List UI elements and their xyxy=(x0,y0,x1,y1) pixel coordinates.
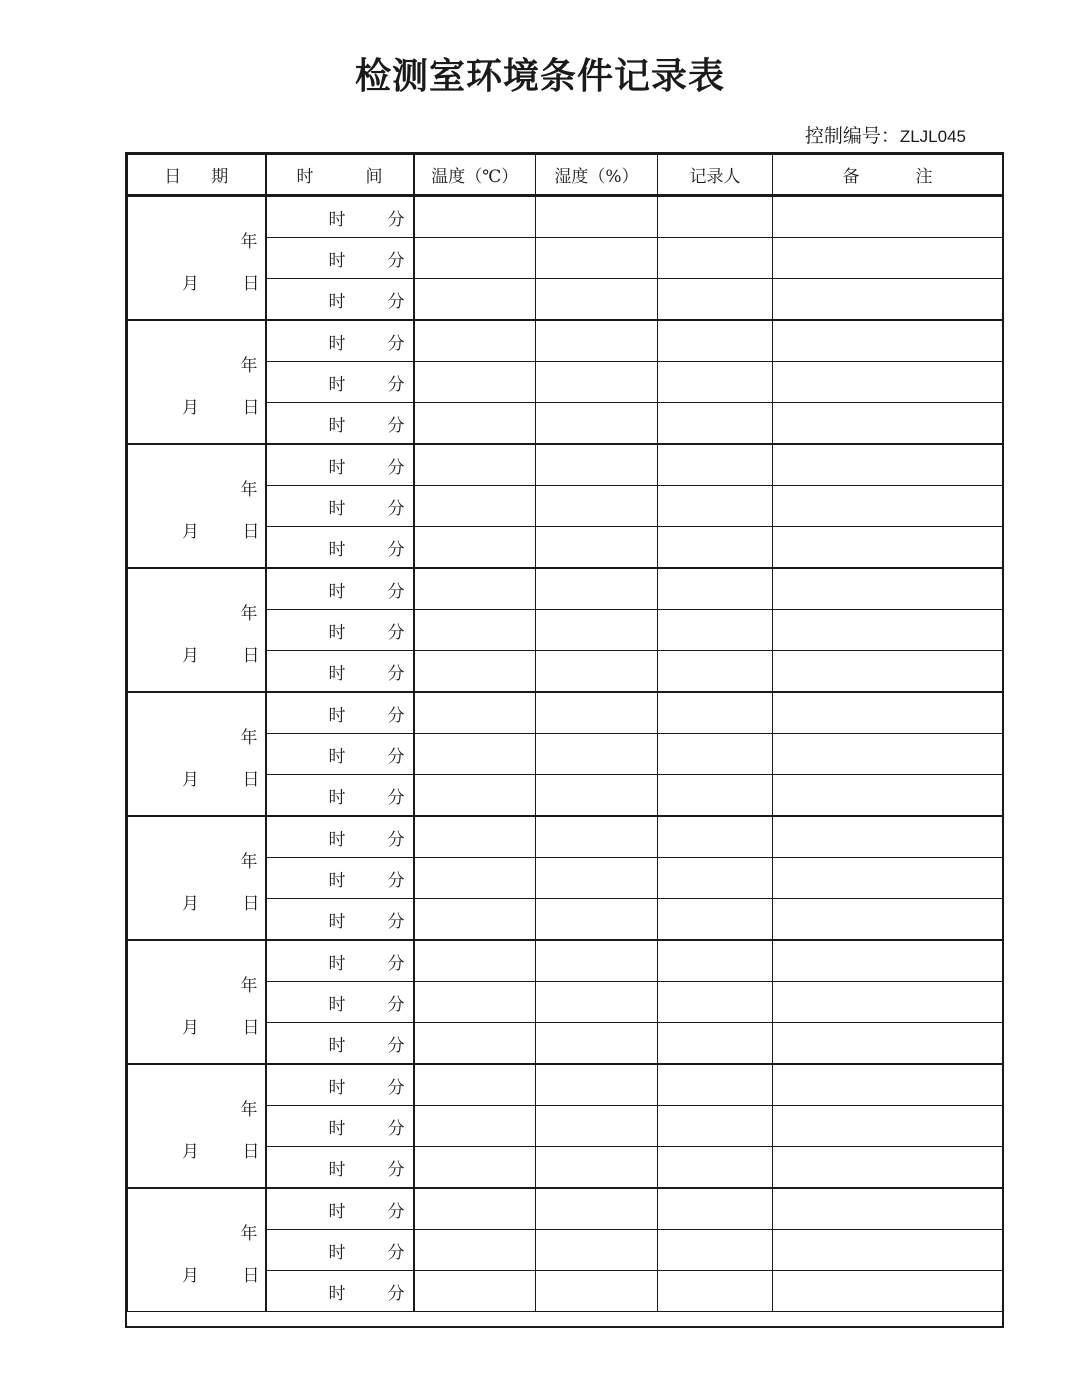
temperature-cell[interactable] xyxy=(414,486,536,527)
time-cell[interactable] xyxy=(266,734,414,775)
temperature-cell[interactable] xyxy=(414,1064,536,1106)
recorder-cell[interactable] xyxy=(658,527,773,569)
record-sheet xyxy=(125,152,1004,1328)
minute-unit: 分 xyxy=(387,1242,405,1263)
hour-unit: 时 xyxy=(328,415,346,436)
recorder-cell[interactable] xyxy=(658,362,773,403)
time-cell[interactable] xyxy=(266,1230,414,1271)
humidity-cell[interactable] xyxy=(536,775,658,817)
recorder-cell[interactable] xyxy=(658,196,773,238)
humidity-cell[interactable] xyxy=(536,982,658,1023)
date-cell[interactable] xyxy=(128,940,266,1064)
humidity-cell[interactable] xyxy=(536,196,658,238)
minute-unit: 分 xyxy=(387,705,405,726)
minute-unit: 分 xyxy=(387,374,405,395)
humidity-cell[interactable] xyxy=(536,1188,658,1230)
recorder-cell[interactable] xyxy=(658,1230,773,1271)
record-table xyxy=(127,154,1003,1312)
temperature-cell[interactable] xyxy=(414,1230,536,1271)
hour-unit: 时 xyxy=(328,374,346,395)
day-unit: 日 xyxy=(242,1018,260,1038)
remarks-cell[interactable] xyxy=(773,775,1003,817)
temperature-cell[interactable] xyxy=(414,196,536,238)
control-number xyxy=(805,121,966,148)
remarks-cell[interactable] xyxy=(773,527,1003,569)
temperature-cell[interactable] xyxy=(414,692,536,734)
humidity-cell[interactable] xyxy=(536,1147,658,1189)
hour-unit: 时 xyxy=(328,1242,346,1263)
remarks-cell[interactable] xyxy=(773,816,1003,858)
humidity-cell[interactable] xyxy=(536,1106,658,1147)
recorder-cell[interactable] xyxy=(658,982,773,1023)
remarks-cell[interactable] xyxy=(773,320,1003,362)
humidity-cell[interactable] xyxy=(536,527,658,569)
time-cell[interactable] xyxy=(266,196,414,238)
year-unit: 年 xyxy=(240,1224,258,1244)
temperature-cell[interactable] xyxy=(414,899,536,941)
time-cell[interactable] xyxy=(266,403,414,445)
date-cell[interactable] xyxy=(128,816,266,940)
time-cell[interactable] xyxy=(266,651,414,693)
minute-unit: 分 xyxy=(387,663,405,684)
minute-unit: 分 xyxy=(387,870,405,891)
minute-unit: 分 xyxy=(387,291,405,312)
hour-unit: 时 xyxy=(328,705,346,726)
hour-unit: 时 xyxy=(328,622,346,643)
recorder-cell[interactable] xyxy=(658,1271,773,1312)
record-table-body xyxy=(128,196,1003,1312)
remarks-cell[interactable] xyxy=(773,899,1003,941)
year-unit: 年 xyxy=(240,356,258,376)
hour-unit: 时 xyxy=(328,1283,346,1304)
recorder-cell[interactable] xyxy=(658,403,773,445)
humidity-cell[interactable] xyxy=(536,1271,658,1312)
hour-unit: 时 xyxy=(328,250,346,271)
date-cell[interactable] xyxy=(128,196,266,321)
humidity-cell[interactable] xyxy=(536,486,658,527)
table-row xyxy=(128,568,1003,610)
hour-unit: 时 xyxy=(328,333,346,354)
humidity-cell[interactable] xyxy=(536,1230,658,1271)
temperature-cell[interactable] xyxy=(414,1188,536,1230)
recorder-cell[interactable] xyxy=(658,1023,773,1065)
recorder-cell[interactable] xyxy=(658,568,773,610)
humidity-cell[interactable] xyxy=(536,692,658,734)
recorder-cell[interactable] xyxy=(658,320,773,362)
remarks-cell[interactable] xyxy=(773,1147,1003,1189)
minute-unit: 分 xyxy=(387,746,405,767)
recorder-cell[interactable] xyxy=(658,1188,773,1230)
recorder-cell[interactable] xyxy=(658,899,773,941)
time-cell[interactable] xyxy=(266,527,414,569)
time-cell[interactable] xyxy=(266,1106,414,1147)
recorder-cell[interactable] xyxy=(658,279,773,321)
recorder-cell[interactable] xyxy=(658,444,773,486)
month-unit: 月 xyxy=(182,646,199,666)
minute-unit: 分 xyxy=(387,1283,405,1304)
humidity-cell[interactable] xyxy=(536,1023,658,1065)
table-row xyxy=(128,816,1003,858)
remarks-cell[interactable] xyxy=(773,1106,1003,1147)
remarks-cell[interactable] xyxy=(773,692,1003,734)
time-cell[interactable] xyxy=(266,775,414,817)
hour-unit: 时 xyxy=(328,1035,346,1056)
month-unit: 月 xyxy=(182,398,199,418)
day-unit: 日 xyxy=(242,1142,260,1162)
header-date: 日 期 xyxy=(128,155,266,196)
recorder-cell[interactable] xyxy=(658,1064,773,1106)
month-unit: 月 xyxy=(182,1266,199,1286)
year-unit: 年 xyxy=(240,480,258,500)
time-cell[interactable] xyxy=(266,320,414,362)
temperature-cell[interactable] xyxy=(414,1271,536,1312)
time-cell[interactable] xyxy=(266,444,414,486)
time-cell[interactable] xyxy=(266,858,414,899)
header-humidity: 湿度（%） xyxy=(536,155,658,196)
recorder-cell[interactable] xyxy=(658,1106,773,1147)
recorder-cell[interactable] xyxy=(658,610,773,651)
temperature-cell[interactable] xyxy=(414,1023,536,1065)
month-unit: 月 xyxy=(182,1018,199,1038)
humidity-cell[interactable] xyxy=(536,362,658,403)
recorder-cell[interactable] xyxy=(658,734,773,775)
day-unit: 日 xyxy=(242,770,260,790)
date-cell[interactable] xyxy=(128,568,266,692)
humidity-cell[interactable] xyxy=(536,444,658,486)
time-cell[interactable] xyxy=(266,1147,414,1189)
table-row xyxy=(128,1188,1003,1230)
minute-unit: 分 xyxy=(387,581,405,602)
minute-unit: 分 xyxy=(387,250,405,271)
time-cell[interactable] xyxy=(266,982,414,1023)
remarks-cell[interactable] xyxy=(773,858,1003,899)
header-temperature: 温度（℃） xyxy=(414,155,536,196)
temperature-cell[interactable] xyxy=(414,1106,536,1147)
recorder-cell[interactable] xyxy=(658,486,773,527)
day-unit: 日 xyxy=(242,894,260,914)
humidity-cell[interactable] xyxy=(536,610,658,651)
time-cell[interactable] xyxy=(266,568,414,610)
hour-unit: 时 xyxy=(328,581,346,602)
year-unit: 年 xyxy=(240,1100,258,1120)
control-number-label: 控制编号： xyxy=(804,125,900,147)
minute-unit: 分 xyxy=(387,1035,405,1056)
day-unit: 日 xyxy=(242,398,260,418)
remarks-cell[interactable] xyxy=(773,940,1003,982)
minute-unit: 分 xyxy=(387,994,405,1015)
date-cell[interactable] xyxy=(128,320,266,444)
hour-unit: 时 xyxy=(328,953,346,974)
table-row xyxy=(128,940,1003,982)
remarks-cell[interactable] xyxy=(773,1188,1003,1230)
minute-unit: 分 xyxy=(387,622,405,643)
humidity-cell[interactable] xyxy=(536,816,658,858)
minute-unit: 分 xyxy=(387,829,405,850)
humidity-cell[interactable] xyxy=(536,279,658,321)
hour-unit: 时 xyxy=(328,746,346,767)
humidity-cell[interactable] xyxy=(536,238,658,279)
year-unit: 年 xyxy=(240,604,258,624)
time-cell[interactable] xyxy=(266,362,414,403)
temperature-cell[interactable] xyxy=(414,940,536,982)
humidity-cell[interactable] xyxy=(536,403,658,445)
humidity-cell[interactable] xyxy=(536,858,658,899)
temperature-cell[interactable] xyxy=(414,816,536,858)
minute-unit: 分 xyxy=(387,953,405,974)
minute-unit: 分 xyxy=(387,333,405,354)
date-cell[interactable] xyxy=(128,444,266,568)
recorder-cell[interactable] xyxy=(658,940,773,982)
hour-unit: 时 xyxy=(328,209,346,230)
day-unit: 日 xyxy=(242,1266,260,1286)
temperature-cell[interactable] xyxy=(414,279,536,321)
table-row xyxy=(128,196,1003,238)
hour-unit: 时 xyxy=(328,787,346,808)
humidity-cell[interactable] xyxy=(536,651,658,693)
temperature-cell[interactable] xyxy=(414,1147,536,1189)
minute-unit: 分 xyxy=(387,1201,405,1222)
page-title: 检测室环境条件记录表 xyxy=(354,56,725,97)
temperature-cell[interactable] xyxy=(414,982,536,1023)
date-cell[interactable] xyxy=(128,692,266,816)
remarks-cell[interactable] xyxy=(773,486,1003,527)
remarks-cell[interactable] xyxy=(773,568,1003,610)
year-unit: 年 xyxy=(240,728,258,748)
header-time: 时 间 xyxy=(266,155,414,196)
year-unit: 年 xyxy=(240,232,258,252)
remarks-cell[interactable] xyxy=(773,982,1003,1023)
temperature-cell[interactable] xyxy=(414,444,536,486)
remarks-cell[interactable] xyxy=(773,1064,1003,1106)
time-cell[interactable] xyxy=(266,899,414,941)
humidity-cell[interactable] xyxy=(536,734,658,775)
remarks-cell[interactable] xyxy=(773,196,1003,238)
humidity-cell[interactable] xyxy=(536,568,658,610)
hour-unit: 时 xyxy=(328,498,346,519)
table-row xyxy=(128,444,1003,486)
header-remarks: 备 注 xyxy=(773,155,1003,196)
time-cell[interactable] xyxy=(266,279,414,321)
time-cell[interactable] xyxy=(266,1064,414,1106)
minute-unit: 分 xyxy=(387,1118,405,1139)
temperature-cell[interactable] xyxy=(414,568,536,610)
header-row xyxy=(128,155,1003,196)
minute-unit: 分 xyxy=(387,415,405,436)
recorder-cell[interactable] xyxy=(658,692,773,734)
minute-unit: 分 xyxy=(387,1159,405,1180)
table-row xyxy=(128,320,1003,362)
temperature-cell[interactable] xyxy=(414,320,536,362)
minute-unit: 分 xyxy=(387,539,405,560)
date-cell[interactable] xyxy=(128,1188,266,1312)
time-cell[interactable] xyxy=(266,692,414,734)
hour-unit: 时 xyxy=(328,911,346,932)
hour-unit: 时 xyxy=(328,539,346,560)
minute-unit: 分 xyxy=(387,498,405,519)
temperature-cell[interactable] xyxy=(414,734,536,775)
remarks-cell[interactable] xyxy=(773,610,1003,651)
header-recorder: 记录人 xyxy=(658,155,773,196)
time-cell[interactable] xyxy=(266,940,414,982)
time-cell[interactable] xyxy=(266,486,414,527)
month-unit: 月 xyxy=(182,522,199,542)
remarks-cell[interactable] xyxy=(773,444,1003,486)
recorder-cell[interactable] xyxy=(658,238,773,279)
temperature-cell[interactable] xyxy=(414,238,536,279)
remarks-cell[interactable] xyxy=(773,403,1003,445)
temperature-cell[interactable] xyxy=(414,362,536,403)
minute-unit: 分 xyxy=(387,1077,405,1098)
hour-unit: 时 xyxy=(328,1077,346,1098)
day-unit: 日 xyxy=(242,646,260,666)
minute-unit: 分 xyxy=(387,787,405,808)
remarks-cell[interactable] xyxy=(773,734,1003,775)
time-cell[interactable] xyxy=(266,1023,414,1065)
date-cell[interactable] xyxy=(128,1064,266,1188)
humidity-cell[interactable] xyxy=(536,899,658,941)
month-unit: 月 xyxy=(182,894,199,914)
remarks-cell[interactable] xyxy=(773,651,1003,693)
recorder-cell[interactable] xyxy=(658,775,773,817)
temperature-cell[interactable] xyxy=(414,403,536,445)
recorder-cell[interactable] xyxy=(658,651,773,693)
temperature-cell[interactable] xyxy=(414,610,536,651)
temperature-cell[interactable] xyxy=(414,651,536,693)
humidity-cell[interactable] xyxy=(536,1064,658,1106)
year-unit: 年 xyxy=(240,976,258,996)
control-number-code: ZLJL045 xyxy=(899,127,966,146)
hour-unit: 时 xyxy=(328,663,346,684)
hour-unit: 时 xyxy=(328,870,346,891)
remarks-cell[interactable] xyxy=(773,362,1003,403)
minute-unit: 分 xyxy=(387,911,405,932)
remarks-cell[interactable] xyxy=(773,238,1003,279)
time-cell[interactable] xyxy=(266,1271,414,1312)
time-cell[interactable] xyxy=(266,816,414,858)
day-unit: 日 xyxy=(242,274,260,294)
recorder-cell[interactable] xyxy=(658,1147,773,1189)
time-cell[interactable] xyxy=(266,610,414,651)
minute-unit: 分 xyxy=(387,457,405,478)
month-unit: 月 xyxy=(182,1142,199,1162)
time-cell[interactable] xyxy=(266,238,414,279)
hour-unit: 时 xyxy=(328,291,346,312)
remarks-cell[interactable] xyxy=(773,279,1003,321)
month-unit: 月 xyxy=(182,274,199,294)
remarks-cell[interactable] xyxy=(773,1271,1003,1312)
month-unit: 月 xyxy=(182,770,199,790)
recorder-cell[interactable] xyxy=(658,816,773,858)
hour-unit: 时 xyxy=(328,457,346,478)
humidity-cell[interactable] xyxy=(536,940,658,982)
time-cell[interactable] xyxy=(266,1188,414,1230)
humidity-cell[interactable] xyxy=(536,320,658,362)
table-row xyxy=(128,692,1003,734)
day-unit: 日 xyxy=(242,522,260,542)
year-unit: 年 xyxy=(240,852,258,872)
hour-unit: 时 xyxy=(328,1159,346,1180)
recorder-cell[interactable] xyxy=(658,858,773,899)
remarks-cell[interactable] xyxy=(773,1023,1003,1065)
hour-unit: 时 xyxy=(328,1118,346,1139)
hour-unit: 时 xyxy=(328,829,346,850)
hour-unit: 时 xyxy=(328,994,346,1015)
temperature-cell[interactable] xyxy=(414,527,536,569)
minute-unit: 分 xyxy=(387,209,405,230)
temperature-cell[interactable] xyxy=(414,775,536,817)
table-row xyxy=(128,1064,1003,1106)
hour-unit: 时 xyxy=(328,1201,346,1222)
remarks-cell[interactable] xyxy=(773,1230,1003,1271)
temperature-cell[interactable] xyxy=(414,858,536,899)
